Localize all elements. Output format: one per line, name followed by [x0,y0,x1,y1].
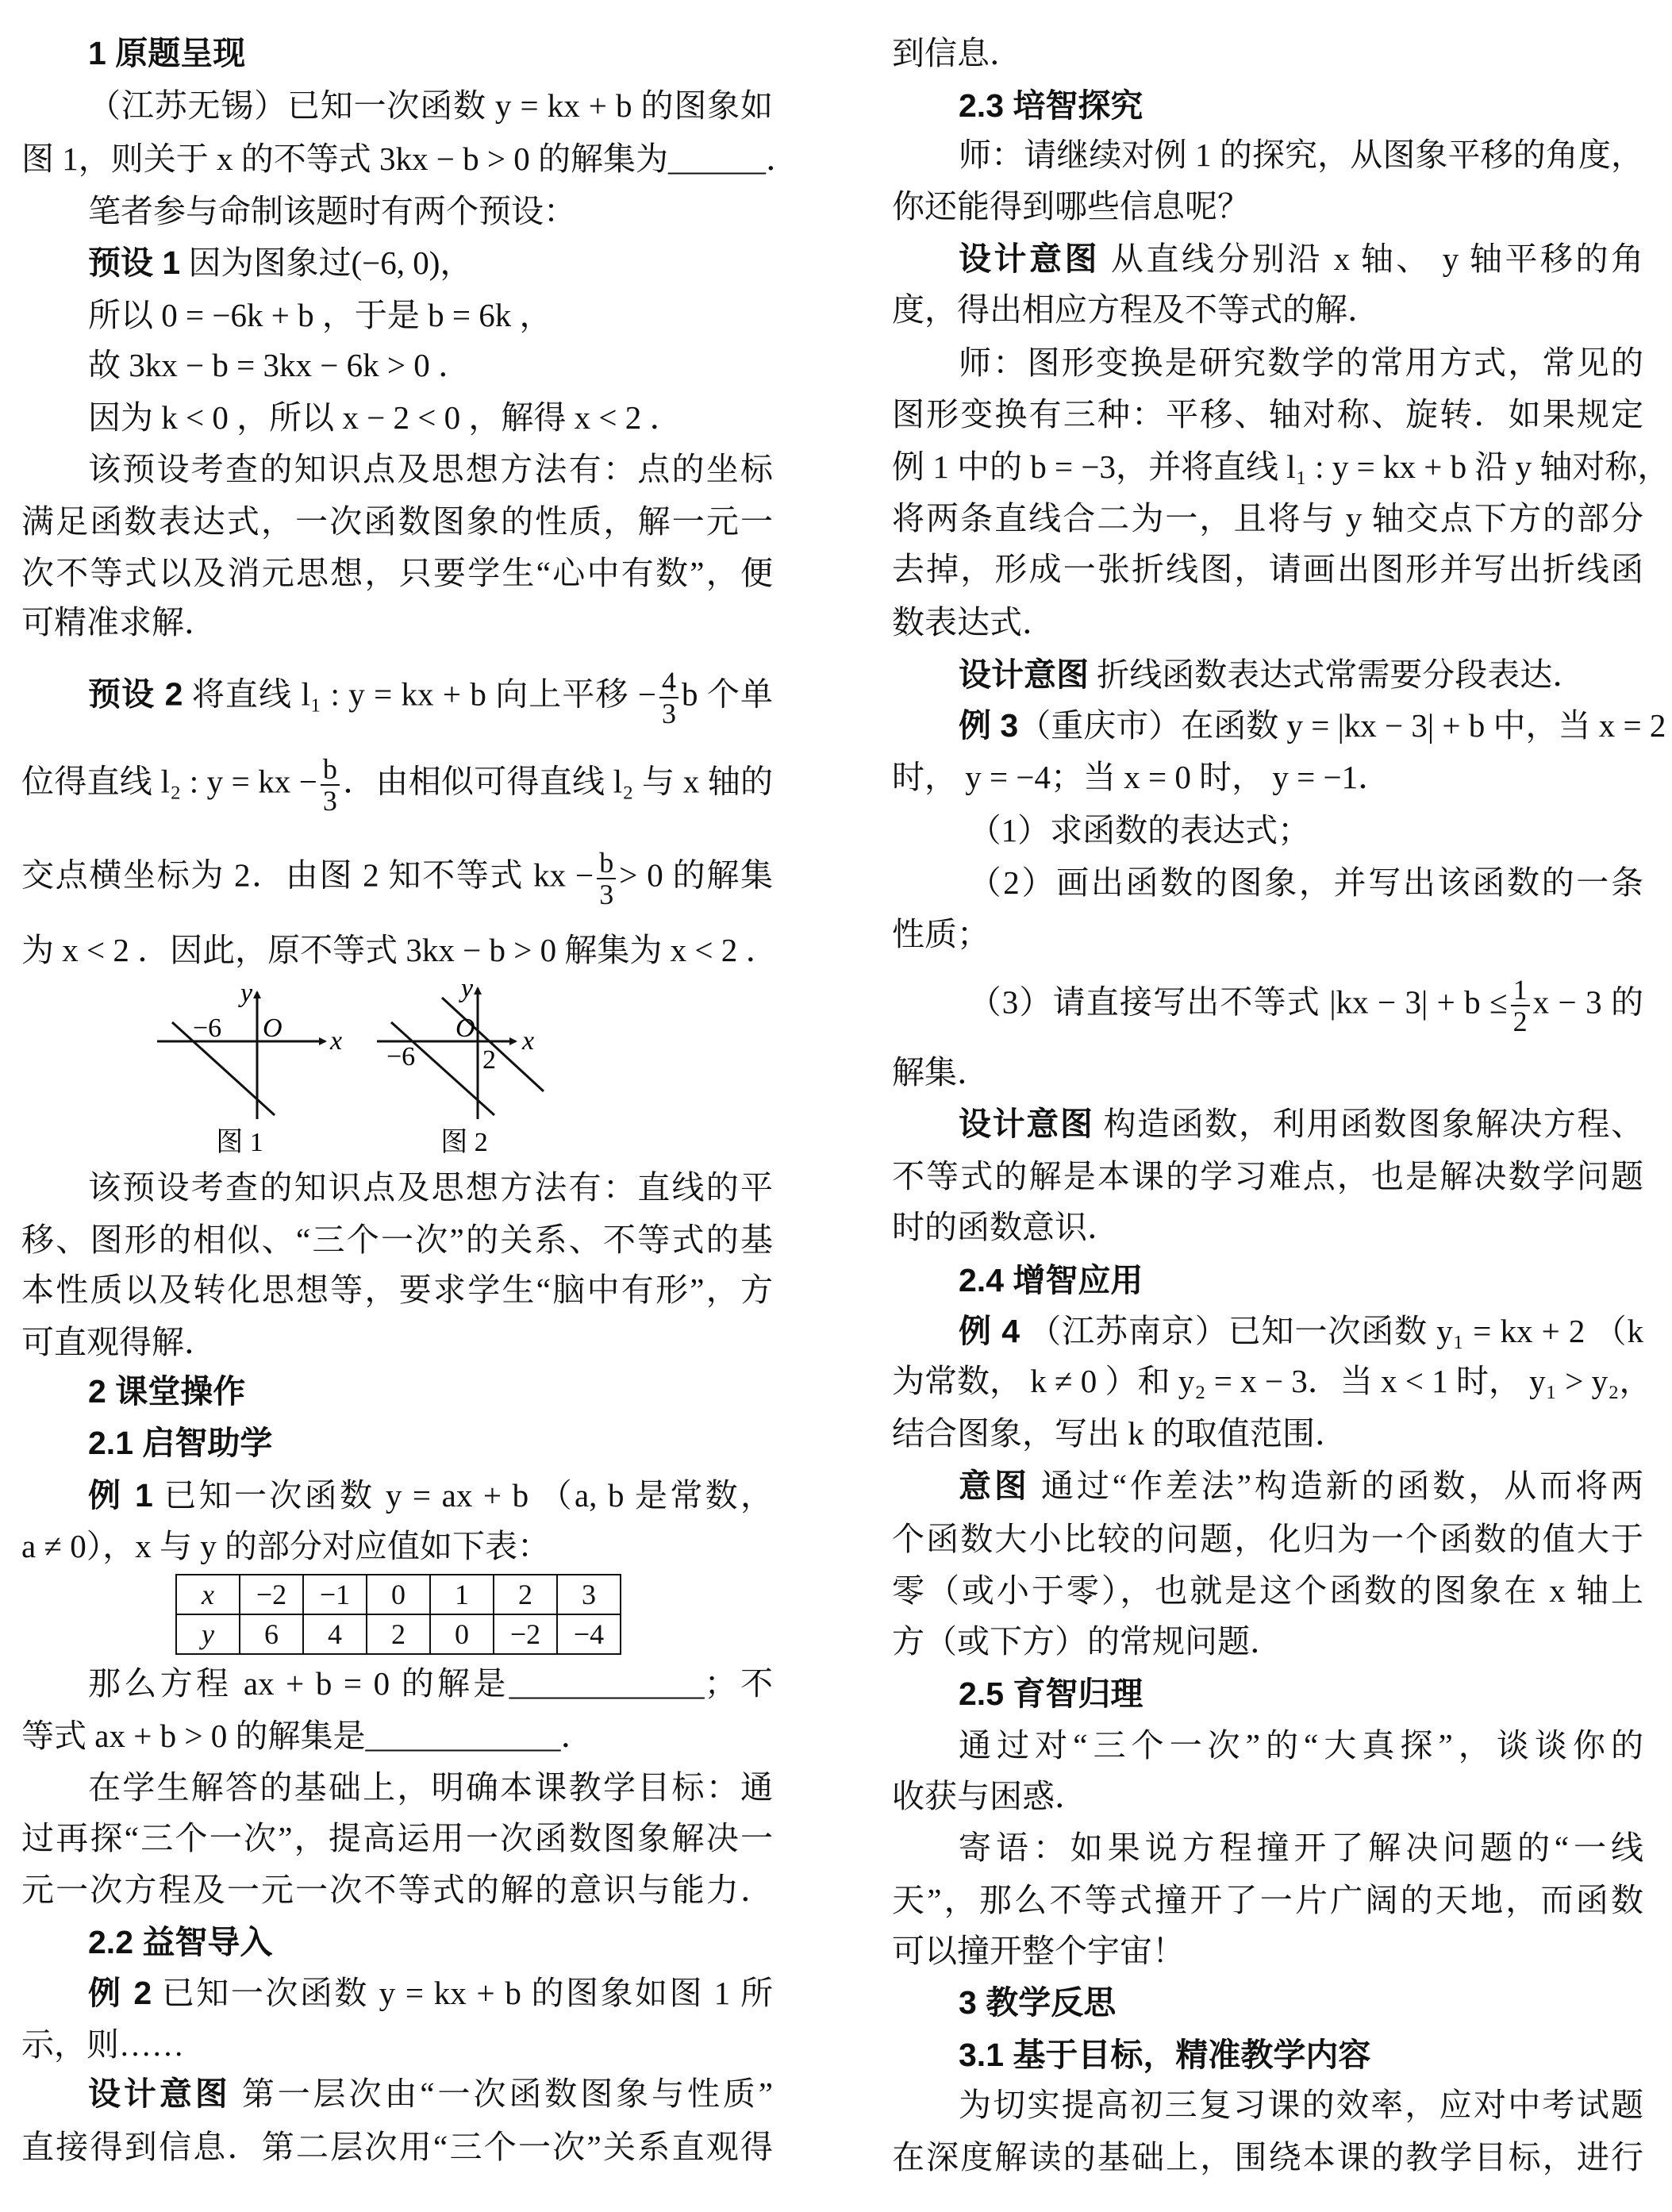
bold-heading: 设计意图 [88,2075,231,2112]
fraction-numerator: 1 [1511,975,1530,1006]
table-cell: 6 [240,1614,303,1654]
text-run: 可以撞开整个宇宙！ [892,1933,1185,1969]
table-cell: 1 [430,1575,494,1614]
text-run: 去掉，形成一张折线图，请画出图形并写出折线函 [892,551,1643,587]
bold-heading: 预设 1 [88,244,181,281]
fraction-denominator: 2 [1512,1006,1528,1037]
text-run: （重庆市）在函数 y = |kx − 3| + b 中，当 x = 2 [1018,707,1666,744]
table-row-header: y [176,1614,240,1654]
bold-heading: 意图 [959,1468,1030,1504]
text-run: 不等式的解是本课的学习难点，也是解决数学问题 [892,1158,1643,1194]
table-cell: −2 [494,1614,557,1654]
fig2-tick-right: 2 [482,1045,496,1075]
text-run: 笔者参与命制该题时有两个预设： [88,193,576,229]
bold-heading: 预设 2 [88,675,183,713]
bold-heading: 例 1 [88,1477,153,1514]
fraction-denominator: 3 [662,698,677,729]
text-run: 可直观得解． [21,1324,217,1360]
text-run: 方（或下方）的常规问题． [892,1623,1282,1660]
fig2-origin-label: O [455,1014,475,1043]
fig1-y-label: y [240,979,253,1008]
fraction-numerator: 4 [659,667,678,698]
text-run: 时， y = −4；当 x = 0 时， y = −1． [892,759,1391,795]
table-cell: −2 [240,1575,303,1614]
text-run: 为 x < 2 ．因此，原不等式 3kx − b > 0 解集为 x < 2 ． [21,932,778,968]
text-run: 通过对“三个一次”的“大真探”，谈谈你的 [959,1727,1643,1764]
text-run: 因为 k < 0 ，所以 x − 2 < 0 ，解得 x < 2 ． [88,399,682,436]
text-run: 从直线分别沿 x 轴、 y 轴平移的角 [1100,240,1644,277]
table-cell: 2 [494,1575,557,1614]
text-run: 师：图形变换是研究数学的常用方式，常见的 [959,344,1643,381]
text-run: 所以 0 = −6k + b ，于是 b = 6k ， [88,297,552,333]
text-run: （江苏无锡）已知一次函数 y = kx + b 的图象如 [88,87,773,124]
fraction-numerator: b [321,754,340,786]
table-cell: −4 [557,1614,621,1654]
text-run: 天”，那么不等式撞开了一片广阔的天地，而函数 [892,1882,1643,1918]
text-run: 直接得到信息．第二层次用“三个一次”关系直观得 [21,2129,773,2165]
text-run: 你还能得到哪些信息呢？ [892,188,1250,225]
text-run: 等式 ax + b > 0 的解集是____________． [21,1718,594,1754]
figure-1 [157,992,325,1119]
bold-heading: 2 课堂操作 [88,1373,246,1410]
table-cell: 4 [303,1614,367,1654]
text-run: 满足函数表达式，一次函数图象的性质，解一元一 [21,503,773,540]
text-run: 师：请继续对例 1 的探究，从图象平移的角度， [959,137,1643,173]
bold-heading: 2.4 增智应用 [959,1262,1143,1298]
text-run: 通过“作差法”构造新的函数，从而将两 [1029,1468,1643,1504]
table-cell: 2 [367,1614,430,1654]
text-run: 时的函数意识． [892,1209,1120,1245]
fig2-x-label: x [522,1026,535,1056]
text-run: 那么方程 ax + b = 0 的解是____________；不 [88,1665,773,1702]
text-run: 示，则…… [21,2026,184,2063]
text-run: 在学生解答的基础上，明确本课教学目标：通 [88,1769,773,1806]
text-run: 故 3kx − b = 3kx − 6k > 0 ． [88,347,471,383]
fraction-numerator: b [597,848,616,879]
text-run: 零（或小于零），也就是这个函数的图象在 x 轴上 [892,1572,1643,1609]
text-run: 在深度解读的基础上，围绕本课的教学目标，进行 [892,2139,1643,2175]
text-run: 图形变换有三种：平移、轴对称、旋转．如果规定 [892,396,1643,433]
bold-heading: 设计意图 [959,656,1089,693]
text-run: 次不等式以及消元思想，只要学生“心中有数”，便 [21,555,773,591]
fig2-tick-left: −6 [386,1042,416,1071]
text-run: b 个单 [682,675,773,713]
table-cell: 0 [367,1575,430,1614]
text-run: ．由相似可得直线 l₂ 与 x 轴的 [342,763,773,800]
text-run: 性质； [892,916,990,952]
text-run: （3）请直接写出不等式 |kx − 3| + b ≤ [968,983,1508,1021]
text-run: 位得直线 l₂ : y = kx − [21,763,317,800]
text-run: （2）画出函数的图象，并写出该函数的一条 [968,864,1643,901]
bold-heading: 例 2 [88,1975,152,2011]
fraction-denominator: 3 [599,879,614,910]
bold-heading: 例 3 [959,707,1019,744]
text-run: x − 3 的 [1532,983,1643,1021]
text-run: 收获与困惑． [892,1778,1087,1814]
text-run: 到信息． [892,35,1022,71]
fraction-denominator: 3 [322,785,337,817]
text-run: （江苏南京）已知一次函数 y₁ = kx + 2 （k [1020,1313,1643,1349]
bold-heading: 2.1 启智助学 [88,1425,273,1461]
text-run: 例 1 中的 b = −3，并将直线 l₁ : y = kx + b 沿 y 轴对称， [892,448,1670,485]
text-run: 度，得出相应方程及不等式的解． [892,291,1380,328]
fig1-caption: 图 1 [216,1128,263,1157]
table-cell: 0 [430,1614,494,1654]
table-row-header: x [176,1575,240,1614]
text-run: 折线函数表达式常需要分段表达． [1089,656,1586,693]
bold-heading: 2.3 培智探究 [959,87,1143,124]
text-run: 可精准求解． [21,604,217,641]
text-run: 为切实提高初三复习课的效率，应对中考试题 [959,2087,1643,2123]
fig1-tick-label: −6 [193,1014,222,1043]
text-run: 该预设考查的知识点及思想方法有：直线的平 [88,1169,773,1206]
bold-heading: 设计意图 [959,240,1101,277]
fig2-caption: 图 2 [440,1128,488,1157]
text-run: 结合图象，写出 k 的取值范围． [892,1415,1347,1452]
text-run: 因为图象过(−6, 0)， [180,244,473,281]
text-run: 该预设考查的知识点及思想方法有：点的坐标 [88,451,773,487]
fig1-x-label: x [330,1026,343,1056]
text-run: 本性质以及转化思想等，要求学生“脑中有形”，方 [21,1271,773,1308]
bold-heading: 1 原题呈现 [88,35,246,71]
text-run: 数表达式． [892,604,1055,641]
text-run: 图 1，则关于 x 的不等式 3kx − b > 0 的解集为______． [21,140,798,177]
bold-heading: 3 教学反思 [959,1984,1117,2021]
text-run: a ≠ 0），x 与 y 的部分对应值如下表： [21,1528,550,1564]
text-run: 已知一次函数 y = ax + b （a, b 是常数， [152,1477,773,1514]
text-run: 将两条直线合二为一，且将与 y 轴交点下方的部分 [892,500,1643,537]
line-l1 [172,1022,275,1115]
text-run: 交点横坐标为 2．由图 2 知不等式 kx − [21,856,594,894]
bold-heading: 设计意图 [959,1106,1094,1142]
text-run: （1）求函数的表达式； [968,812,1311,848]
bold-heading: 3.1 基于目标，精准教学内容 [959,2037,1371,2073]
fig2-y-label: y [461,974,474,1003]
text-run: 解集． [892,1054,990,1091]
text-run: > 0 的解集 [619,856,774,894]
bold-heading: 2.5 育智归理 [959,1675,1143,1712]
table-cell: 3 [557,1575,621,1614]
fig1-origin-label: O [263,1014,283,1043]
text-run: 为常数， k ≠ 0 ）和 y₂ = x − 3．当 x < 1 时， y₁ > y₂， [892,1363,1652,1399]
text-run: 个函数大小比较的问题，化归为一个函数的值大于 [892,1521,1643,1557]
text-run: 将直线 l₁ : y = kx + b 向上平移 − [183,675,657,713]
text-run: 过再探“三个一次”，提高运用一次函数图象解决一 [21,1820,773,1856]
table-cell: −1 [303,1575,367,1614]
text-run: 已知一次函数 y = kx + b 的图象如图 1 所 [152,1975,773,2011]
text-run: 构造函数，利用函数图象解决方程、 [1094,1106,1644,1142]
bold-heading: 例 4 [959,1313,1020,1349]
text-run: 元一次方程及一元一次不等式的解的意识与能力． [21,1872,773,1908]
text-run: 寄语：如果说方程撞开了解决问题的“一线 [959,1829,1643,1866]
text-run: 移、图形的相似、“三个一次”的关系、不等式的基 [21,1221,773,1258]
bold-heading: 2.2 益智导入 [88,1924,273,1960]
text-run: 第一层次由“一次函数图象与性质” [230,2075,773,2112]
